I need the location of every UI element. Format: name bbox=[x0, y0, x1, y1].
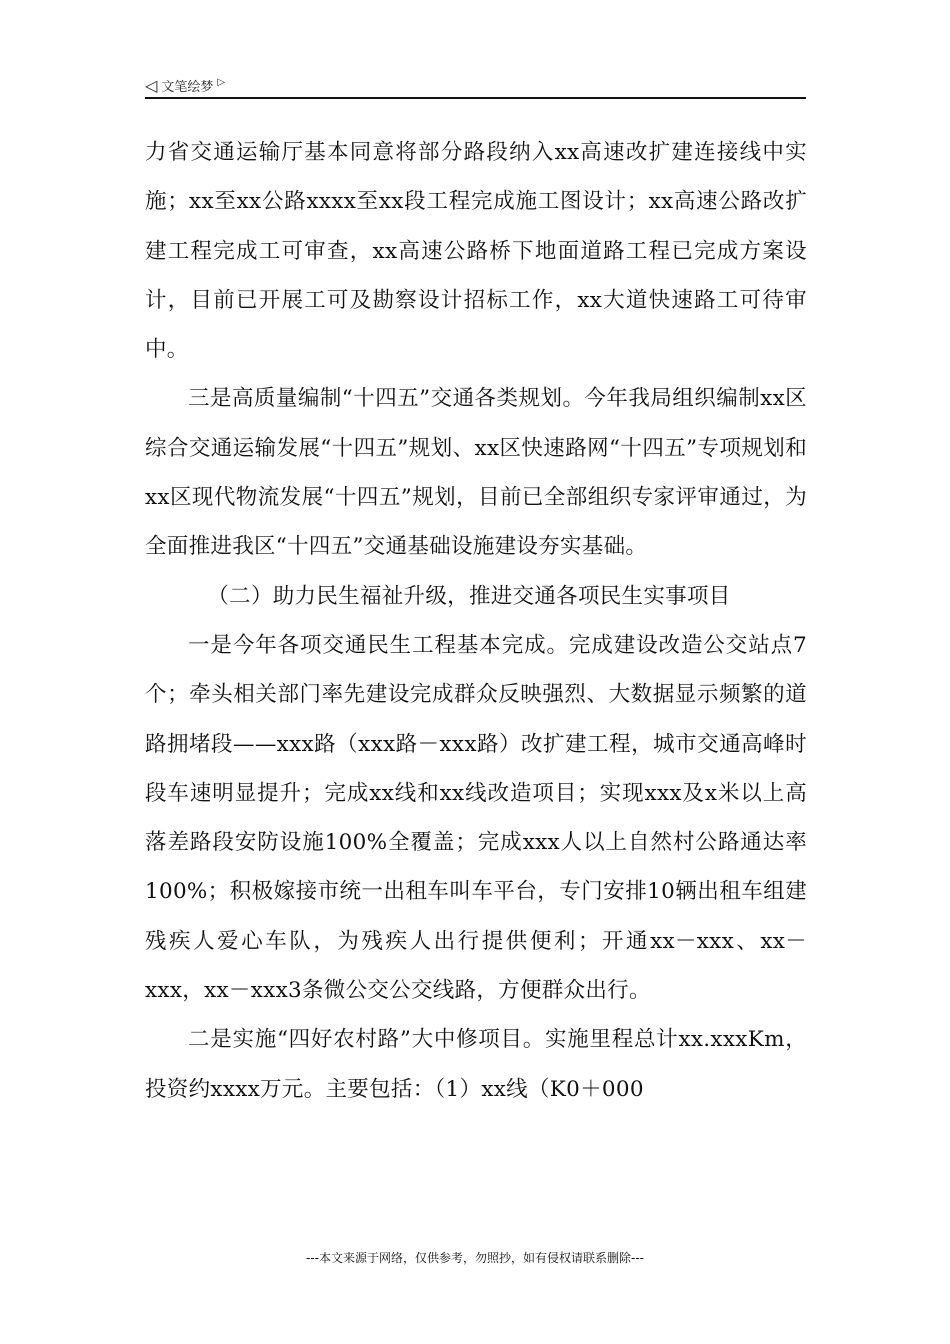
page-footer: ---本文来源于网络，仅供参考，勿照抄，如有侵权请联系删除--- bbox=[306, 1251, 644, 1265]
page-header bbox=[145, 74, 805, 96]
section-heading: （二）助力民生福祉升级，推进交通各项民生实事项目 bbox=[207, 583, 731, 609]
paragraph-rural-roads: 二是实施“四好农村路”大中修项目。实施里程总计xx.xxxKm，投资约xxxx万元。主要包括：（1）xx线（K0＋000 bbox=[145, 1027, 807, 1102]
left-triangle-icon: ◁ bbox=[145, 75, 158, 95]
document-body bbox=[145, 128, 807, 1114]
paragraph-continuation: 力省交通运输厅基本同意将部分路段纳入xx高速改扩建连接线中实施；xx至xx公路xxxx至xx段工程完成施工图设计；xx高速公路改扩建工程完成工可审查，xx高速公路桥下地面道路工程已完成方案设计，目前已开展工可及勘察设计招标工作，xx大道快速路工可待审中。 bbox=[145, 140, 807, 363]
right-triangle-icon: ▷ bbox=[217, 76, 226, 88]
paragraph-livelihood-projects: 一是今年各项交通民生工程基本完成。完成建设改造公交站点7个；牵头相关部门率先建设完成群众反映强烈、大数据显示频繁的道路拥堵段——xxx路（xxx路－xxx路）改扩建工程，城市交通高峰时段车速明显提升；完成xx线和xx线改造项目；实现xxx及x米以上高落差路段安防设施100%全覆盖；完成xxx人以上自然村公路通达率100%；积极嫁接市统一出租车叫车平台，专门安排10辆出租车组建残疾人爱心车队，为残疾人出行提供便利；开通xx－xxx、xx－xxx，xx－xxx3条微公交公交线路，方便群众出行。 bbox=[145, 632, 807, 1004]
paragraph-planning: 三是高质量编制“十四五”交通各类规划。今年我局组织编制xx区综合交通运输发展“十四五”规划、xx区快速路网“十四五”专项规划和xx区现代物流发展“十四五”规划，目前已全部组织专家评审通过，为全面推进我区“十四五”交通基础设施建设夯实基础。 bbox=[145, 386, 807, 560]
header-divider bbox=[145, 97, 806, 99]
header-title: 文笔绘梦 bbox=[161, 79, 214, 95]
